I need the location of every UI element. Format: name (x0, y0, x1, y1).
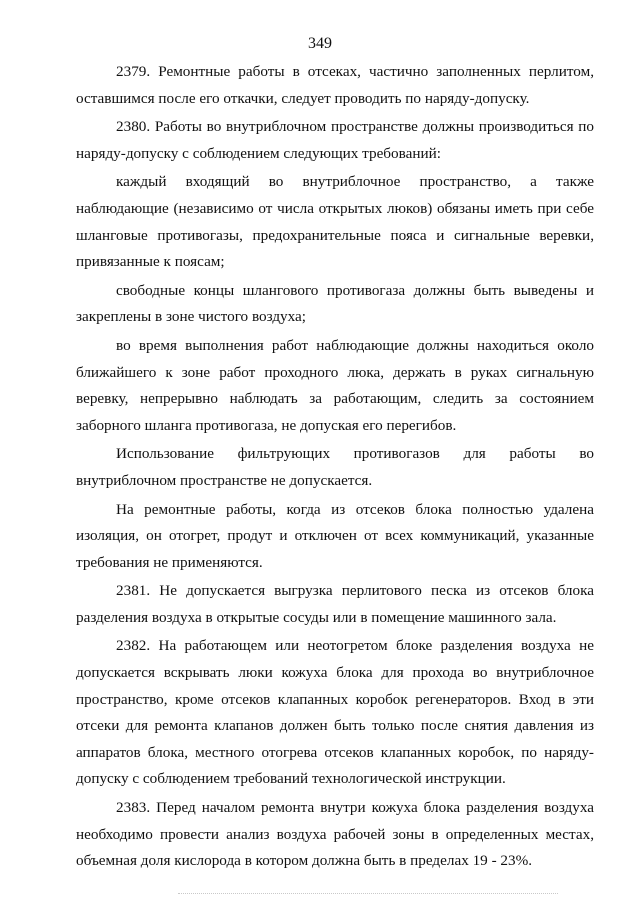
page-number: 349 (308, 35, 332, 52)
paragraph-requirement-hose-ends: свободные концы шлангового противогаза должны быть выведены и закреплены в зоне чистого воздуха; (76, 281, 594, 326)
paragraph-filter-masks: Использование фильтрующих противогазов для работы во внутриблочном пространстве не допускается. (76, 445, 594, 489)
scan-edge-line (178, 893, 558, 894)
document-body (76, 59, 594, 877)
paragraph-2383: 2383. Перед началом ремонта внутри кожуха блока разделения воздуха необходимо провести анализ воздуха рабочей зоны в определенных местах, объемная доля кислорода в котором должна быть в пределах 19 - 23%. (76, 799, 594, 870)
paragraph-2382: 2382. На работающем или неотогретом блоке разделения воздуха не допускается вскрывать люки кожуха блока для прохода во внутриблочное пространство, кроме отсеков клапанных коробок регенераторов. Вход в эти отсеки для ремонта клапанов должен быть только после снятия давления из аппаратов блока, местного отогрева отсеков клапанных коробок, по наряду-допуску с соблюдением требований технологической инструкции. (76, 637, 594, 788)
paragraph-2381: 2381. Не допускается выгрузка перлитового песка из отсеков блока разделения воздуха в открытые сосуды или в помещение машинного зала. (76, 582, 594, 626)
paragraph-requirement-equipment: каждый входящий во внутриблочное пространство, а также наблюдающие (независимо от числа открытых люков) обязаны иметь при себе шланговые противогазы, предохранительные пояса и сигнальные веревки, привязанные к поясам; (76, 173, 594, 271)
paragraph-requirement-observers: во время выполнения работ наблюдающие должны находиться около ближайшего к зоне работ проходного люка, держать в руках сигнальную веревку, непрерывно наблюдать за работающим, следить за состоянием заборного шланга противогаза, не допуская его перегибов. (76, 336, 594, 434)
paragraph-exception: На ремонтные работы, когда из отсеков блока полностью удалена изоляция, он отогрет, продут и отключен от всех коммуникаций, указанные требования не применяются. (76, 500, 594, 571)
paragraph-2379: 2379. Ремонтные работы в отсеках, частично заполненных перлитом, оставшимся после его откачки, следует проводить по наряду-допуску. (76, 63, 594, 107)
paragraph-2380: 2380. Работы во внутриблочном пространстве должны производиться по наряду-допуску с соблюдением следующих требований: (76, 118, 594, 162)
